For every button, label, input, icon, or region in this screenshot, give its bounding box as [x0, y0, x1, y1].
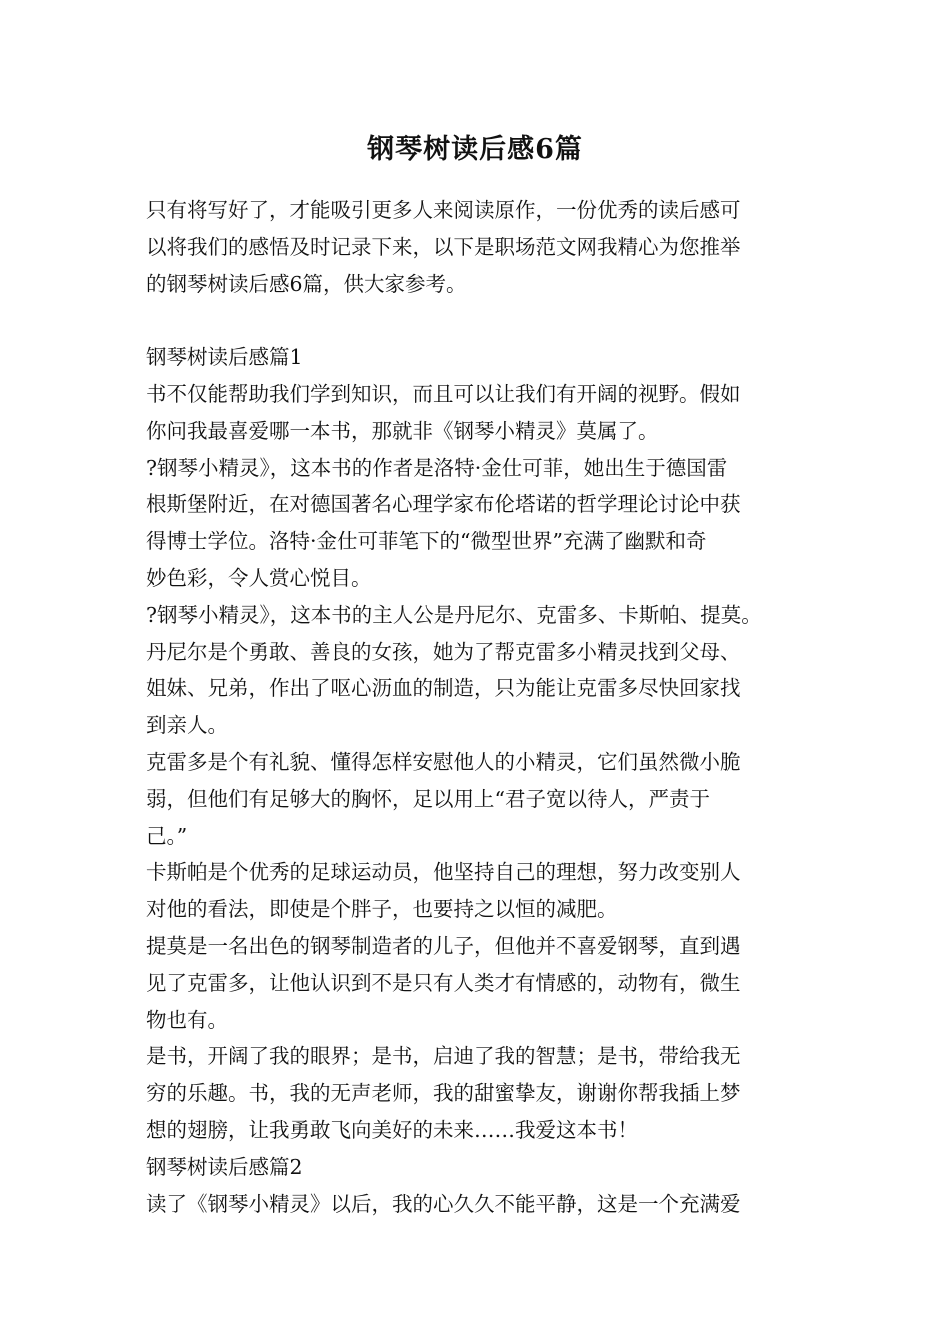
section-heading: 钢琴树读后感篇1 — [146, 345, 303, 370]
text-line: 弱，但他们有足够大的胸怀，足以用上“君子宽以待人，严责于 — [146, 786, 710, 811]
text-line: 你问我最喜爱哪一本书，那就非《钢琴小精灵》莫属了。 — [146, 418, 659, 443]
text-line: 提莫是一名出色的钢琴制造者的儿子，但他并不喜爱钢琴，直到遇 — [146, 933, 741, 958]
text-line: 读了《钢琴小精灵》以后，我的心久久不能平静，这是一个充满爱 — [146, 1191, 741, 1216]
text-line: 姐妹、兄弟，作出了呕心沥血的制造，只为能让克雷多尽快回家找 — [146, 676, 741, 701]
text-line: 到亲人。 — [146, 713, 228, 738]
document-title: 钢琴树读后感6篇 — [367, 134, 583, 165]
text-line: 是书，开阔了我的眼界；是书，启迪了我的智慧；是书，带给我无 — [146, 1044, 741, 1069]
text-line: 克雷多是个有礼貌、懂得怎样安慰他人的小精灵，它们虽然微小脆 — [146, 749, 741, 774]
text-line: 妙色彩，令人赏心悦目。 — [146, 565, 372, 590]
blank-line — [146, 302, 818, 339]
text-line: 卡斯帕是个优秀的足球运动员，他坚持自己的理想，努力改变别人 — [146, 860, 741, 885]
text-line: 己。” — [146, 823, 188, 848]
text-line: 见了克雷多，让他认识到不是只有人类才有情感的，动物有，微生 — [146, 970, 741, 995]
text-line: 对他的看法，即使是个胖子，也要持之以恒的减肥。 — [146, 897, 618, 922]
text-line: 根斯堡附近，在对德国著名心理学家布伦塔诺的哲学理论讨论中获 — [146, 492, 741, 517]
text-line: 只有将写好了，才能吸引更多人来阅读原作，一份优秀的读后感可 — [146, 198, 741, 222]
text-line: 书不仅能帮助我们学到知识，而且可以让我们有开阔的视野。假如 — [146, 381, 741, 406]
text-line: 以将我们的感悟及时记录下来，以下是职场范文网我精心为您推举 — [146, 234, 741, 259]
text-line: ?钢琴小精灵》，这本书的主人公是丹尼尔、克雷多、卡斯帕、提莫。 — [146, 602, 762, 627]
text-line: 的钢琴树读后感6篇，供大家参考。 — [146, 271, 467, 296]
section-heading: 钢琴树读后感篇2 — [146, 1154, 303, 1179]
text-line: 物也有。 — [146, 1007, 228, 1032]
text-line: 想的翅膀，让我勇敢飞向美好的未来……我爱这本书！ — [146, 1117, 638, 1142]
text-line: ?钢琴小精灵》，这本书的作者是洛特·金仕可菲，她出生于德国雷 — [146, 455, 728, 480]
text-line: 丹尼尔是个勇敢、善良的女孩，她为了帮克雷多小精灵找到父母、 — [146, 639, 741, 664]
document-body — [146, 192, 818, 1222]
text-line: 得博士学位。洛特·金仕可菲笔下的“微型世界”充满了幽默和奇 — [146, 529, 707, 554]
text-line: 穷的乐趣。书，我的无声老师，我的甜蜜挚友，谢谢你帮我插上梦 — [146, 1081, 741, 1106]
